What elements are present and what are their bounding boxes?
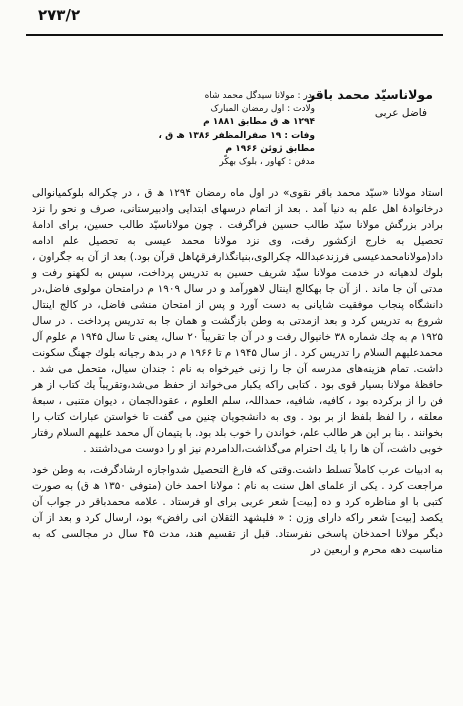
entry-header xyxy=(303,85,433,119)
text-line: تمام هزینه‌های مدرسه آن جا را زنی خیرخواه به نام : جندان سیال، متحمل می شد . xyxy=(32,363,409,375)
bio-birth-date: ۱۲۹۴ ھ ق مطابق ۱۸۸۱ م xyxy=(203,117,315,128)
text-line: فرستاد . علامه محمدباقر در جواب آن یکصد [بیت] شعر راکه دارای وزن : « فلیشهد xyxy=(32,496,443,524)
bio-burial: مدفن : کهاور ، بلوک بهکّر xyxy=(219,157,315,168)
text-line: خانیوال رفت و در آن جا تقریباً ۲۰ سال، یعنی تا سال ۱۹۴۵ م علوم آل محمدعلیهم السلام xyxy=(32,331,443,359)
text-line: پرداخت، سپس به لکهنو رفت و مدتی آن جا ماند . از آن جا بهکالج اینتال لاهورآمد xyxy=(32,267,443,295)
text-line: دیوان متنبی ، سبعهٔ معلقه ، را لفظ بلفظ از بر بود . وی به دانشجویان چنین می گفت تا xyxy=(32,395,443,423)
text-line: و در سال ۱۹۰۹ م درامتحان مولوی فاضل،در دانشگاه پنجاب موفقیت شایانی به دست xyxy=(32,283,443,311)
text-line: قبل از تقسیم هند، مدت ۴۵ سال در مجالسی که به مناسبت دهه محرم و اربعین در xyxy=(32,528,443,556)
text-line: را تدریس کرد . از سال ۱۹۴۵ م تا ۱۹۶۶ م در بدھ رجیانه بلوك جهنگ سکونت داشت. xyxy=(32,347,443,375)
page-number: ۲۷۳/۲ xyxy=(38,6,81,24)
text-line: حافظهٔ مولانا بسیار قوی بود . کتابی راکه یکبار می‌خواند از حفظ می‌شد،وتقریباً xyxy=(99,379,443,391)
text-line: به وطن بازگشت و همان جا به تدریس پرداخت . در سال ۱۹۲۵ م به چك شماره ۳۸ xyxy=(32,315,443,343)
body-text xyxy=(32,185,443,558)
text-line: خواستن عبارات کتاب را بخوانند . بنا بر این هر طالب علم، خواندن را خوب بلد بود. xyxy=(32,411,443,439)
text-line: به وطن خود مراجعت کرد . یکی از علمای اهل سنت به نام : مولانا احمد خان xyxy=(32,464,443,492)
text-line: با یتیمان آل محمد علیهم السلام رفتار خوبی داشت، آن ها را با یك احترام می‌گذاشت،الدامردم xyxy=(32,427,443,455)
paragraph-2 xyxy=(32,462,443,558)
text-line: به ادبیات عرب کاملاً تسلط داشت.وقتی که فارغ التحصیل شدواجازه ارشادگرفت، xyxy=(89,464,444,476)
bio-birth: ولادت : اول رمضان المبارک xyxy=(210,104,315,115)
text-line: آورد و پس از امتحان منشی فاضل، در کالج اینتال شروع به تدریس کرد و بعد ازمدتی xyxy=(32,299,443,327)
bio-death-date: مطابق ژوئن ۱۹۶۶ م xyxy=(225,143,315,154)
text-line: استاد مولانا «سیّد محمد باقر نقوی» در اول ماه رمضان ۱۲۹۴ ھ ق ، در چکراله xyxy=(88,187,443,199)
bio-box xyxy=(135,90,315,169)
text-line: الثقلان انی رافض» بود، ارسال کرد و بعد از آن دیگر مولانا احمدخان پاسخی نفرستاد. xyxy=(32,512,444,540)
entry-title: مولاناسیّد محمد باقر xyxy=(307,87,433,102)
text-line: (متوفی ۱۳۵۰ ھ ق) به صورت کتبی با او مناظره کرد و ده [بیت] شعر عربی برای او xyxy=(32,480,443,508)
text-line: یك کتاب از هر فن را از برکرده بود ، کافیه، شافیه، حمداللہ، سلم العلوم ، عقودالجمان ، xyxy=(32,379,443,407)
bio-father: پدر : مولانا سیدگل محمد شاه xyxy=(204,91,315,101)
text-line: صرف و نحو را نزد برادر بزرگش مولانا سیّد طالب حسین فراگرفت . چون مولاناسیّد xyxy=(32,203,443,231)
text-line: بلوکمیانوالی درخانوادهٔ اهل علم به دنیا آمد . بعد از اتمام درسهای ابتدایی وادبیرستانی، xyxy=(32,187,443,215)
text-line: نیز او را دوست می‌داشتند . xyxy=(83,443,202,455)
text-line: طالب حسین، برای ادامهٔ تحصیل به خارج ازکشور رفت، وی نزد مولانا محمد عیسی به xyxy=(32,219,444,247)
text-line: بعد از آن به جگراون ، بلوك لدهیانه در خدمت مولانا سیّد شریف حسین به تدریس xyxy=(32,251,443,279)
entry-subtitle: فاضل عربی xyxy=(374,107,427,119)
paragraph-1 xyxy=(32,185,443,457)
text-line: تحصیل علم ادامه داد(مولانامحمدعیسی فرزندعبداللہ چکرالوی،بنیانگذارفرقۂاهل قرآن بود.) xyxy=(32,235,444,263)
header-rule xyxy=(26,34,443,36)
bio-death: وفات : ۱۹ صفرالمظفر ۱۳۸۶ ھ ق ، xyxy=(158,130,315,141)
